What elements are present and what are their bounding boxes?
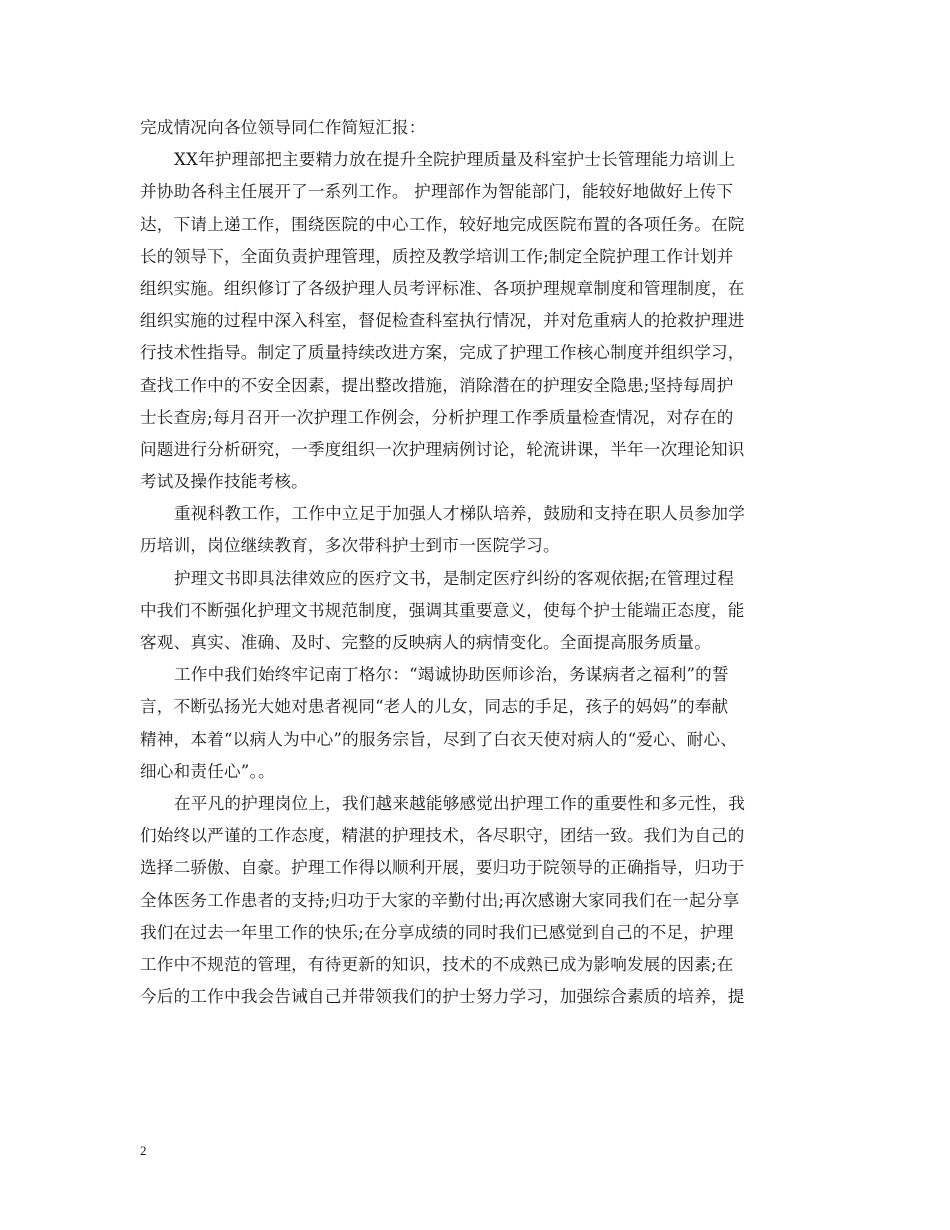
text-line: 言，不断弘扬光大她对患者视同“老人的儿女，同志的手足，孩子的妈妈”的奉献	[140, 697, 729, 717]
paragraph-first-line: 在平凡的护理岗位上，我们越来越能够感觉出护理工作的重要性和多元性，我	[174, 793, 745, 813]
text-line: 查找工作中的不安全因素，提出整改措施，消除潜在的护理安全隐患;坚持每周护	[140, 375, 734, 395]
text-line: 精神，本着“以病人为中心”的服务宗旨，尽到了白衣天使对病人的“爱心、耐心、	[140, 729, 738, 749]
text-line: 考试及操作技能考核。	[140, 472, 308, 492]
paragraph-first-line: 护理文书即具法律效应的医疗文书，是制定医疗纠纷的客观依据;在管理过程	[174, 568, 734, 588]
text-line: 组织实施的过程中深入科室，督促检查科室执行情况，并对危重病人的抢救护理进	[140, 311, 745, 331]
text-line: 客观、真实、准确、及时、完整的反映病人的病情变化。全面提高服务质量。	[140, 633, 711, 652]
text-line: 工作中不规范的管理，有待更新的知识，技术的不成熟已成为影响发展的因素;在	[140, 954, 734, 974]
text-line: 细心和责任心”。。	[140, 761, 275, 781]
text-line: 选择二骄傲、自豪。护理工作得以顺利开展，要归功于院领导的正确指导，归功于	[140, 858, 745, 878]
text-line: 并协助各科主任展开了一系列工作。 护理部作为智能部门，能较好地做好上传下	[140, 182, 734, 202]
text-line: 中我们不断强化护理文书规范制度，强调其重要意义，使每个护士能端正态度，能	[140, 600, 745, 620]
page-number: 2	[140, 1143, 147, 1158]
text-line: 长的领导下，全面负责护理管理，质控及教学培训工作;制定全院护理工作计划并	[140, 246, 734, 266]
text-line: 组织实施。组织修订了各级护理人员考评标准、各项护理规章制度和管理制度，在	[140, 278, 745, 298]
paragraph-first-line: 工作中我们始终牢记南丁格尔：“竭诚协助医师诊治，务谋病者之福利”的誓	[174, 665, 729, 685]
text-line: 达，下请上递工作，围绕医院的中心工作，较好地完成医院布置的各项任务。在院	[140, 214, 745, 234]
paragraph-first-line: 重视科教工作，工作中立足于加强人才梯队培养，鼓励和支持在职人员参加学	[174, 504, 745, 524]
text-line: 行技术性指导。制定了质量持续改进方案，完成了护理工作核心制度并组织学习，	[140, 343, 745, 363]
text-line: 今后的工作中我会告诫自己并带领我们的护士努力学习，加强综合素质的培养，提	[140, 987, 745, 1007]
text-line: 历培训，岗位继续教育，多次带科护士到市一医院学习。	[140, 536, 560, 556]
paragraph-first-line: XX年护理部把主要精力放在提升全院护理质量及科室护士长管理能力培训上	[174, 150, 736, 170]
text-line: 完成情况向各位领导同仁作简短汇报：	[140, 118, 426, 137]
text-line: 我们在过去一年里工作的快乐;在分享成绩的同时我们已感觉到自己的不足，护理	[140, 922, 734, 942]
document-body	[140, 112, 812, 1013]
text-line: 士长查房;每月召开一次护理工作例会，分析护理工作季质量检查情况，对存在的	[140, 407, 734, 427]
text-line: 全体医务工作患者的支持;归功于大家的辛勤付出;再次感谢大家同我们在一起分享	[140, 890, 740, 910]
text-line: 问题进行分析研究，一季度组织一次护理病例讨论，轮流讲课，半年一次理论知识	[140, 439, 745, 459]
text-line: 们始终以严谨的工作态度，精湛的护理技术，各尽职守，团结一致。我们为自己的	[140, 826, 745, 846]
